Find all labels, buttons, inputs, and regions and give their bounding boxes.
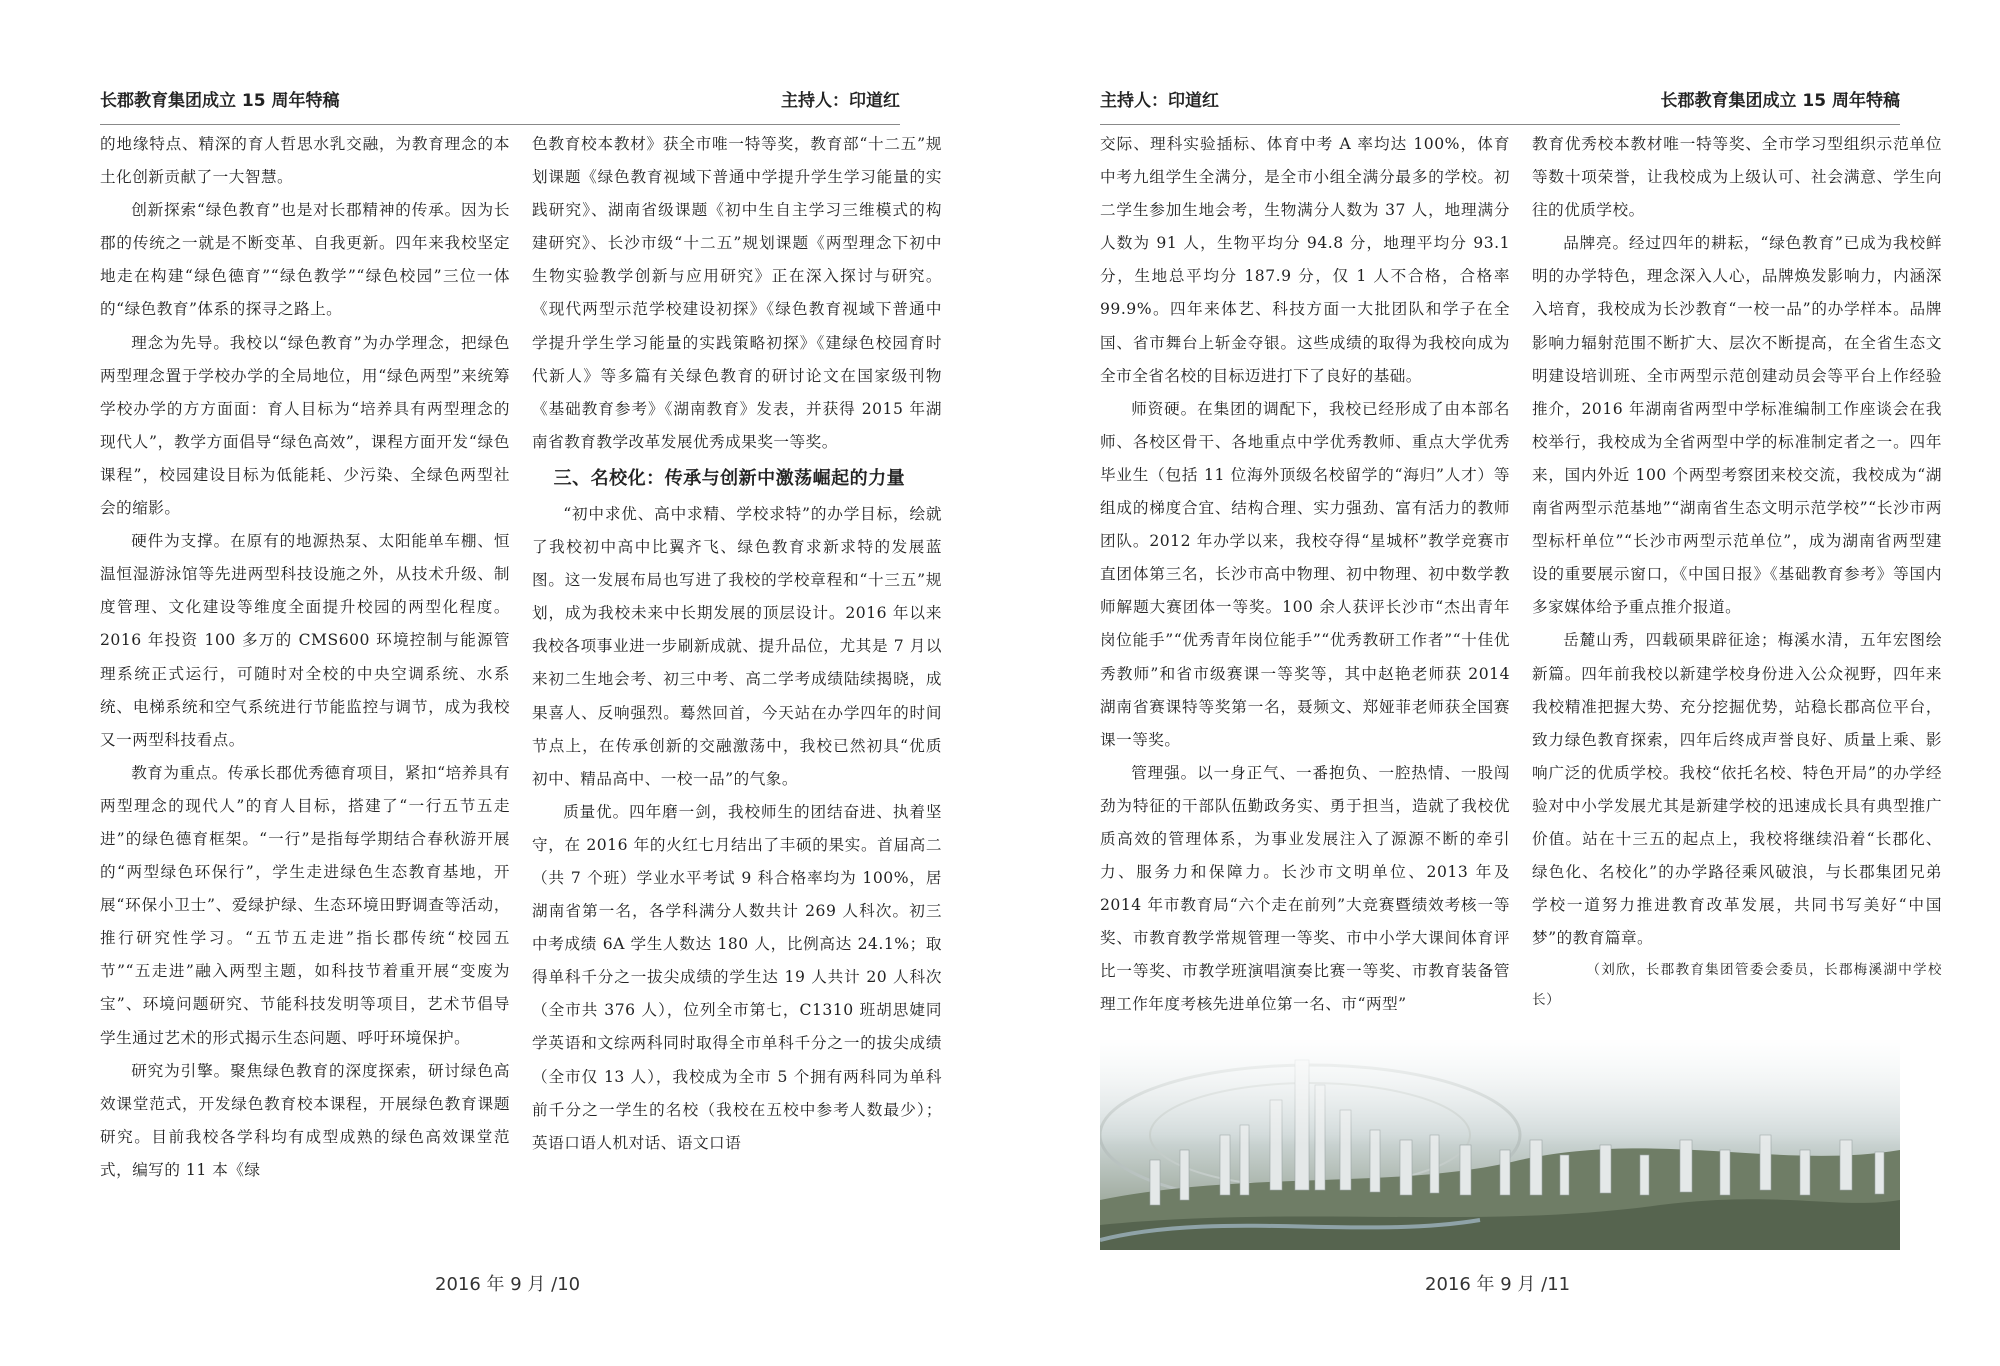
city-aerial-photo bbox=[1100, 1040, 1900, 1250]
header-rule bbox=[1100, 124, 1900, 125]
city-aerial-photo-icon bbox=[1100, 1040, 1900, 1250]
left-page-column-2 bbox=[532, 128, 942, 1160]
body-paragraph: 创新探索“绿色教育”也是对长郡精神的传承。因为长郡的传统之一就是不断变革、自我更新。四年来我校坚定地走在构建“绿色德育”“绿色教学”“绿色校园”三位一体的“绿色教育”体系的探寻之路上。 bbox=[100, 201, 510, 319]
body-paragraph: “初中求优、高中求精、学校求特”的办学目标，绘就了我校初中高中比翼齐飞、绿色教育求新求特的发展蓝图。这一发展布局也写进了我校的学校章程和“十三五”规划，成为我校未来中长期发展的顶层设计。2016 年以来我校各项事业进一步刷新成就、提升品位，尤其是 7 月以来初二生地会考、初三中考、高二学考成绩陆续揭晓，成果喜人、反响强烈。蓦然回首，今天站在办学四年的时间节点上，在传承创新的交融激荡中，我校已然初具“优质初中、精品高中、一校一品”的气象。 bbox=[532, 504, 942, 788]
running-header-host: 主持人：印道红 bbox=[781, 91, 900, 111]
author-signature: （刘欣，长郡教育集团管委会委员，长郡梅溪湖中学校长） bbox=[1532, 962, 1942, 1009]
body-paragraph: 教育为重点。传承长郡优秀德育项目，紧扣“培养具有两型理念的现代人”的育人目标，搭建了“一行五节五走进”的绿色德育框架。“一行”是指每学期结合春秋游开展的“两型绿色环保行”，学生走进绿色生态教育基地，开展“环保小卫士”、爱绿护绿、生态环境田野调查等活动，推行研究性学习。“五节五走进”指长郡传统“校园五节”“五走进”融入两型主题，如科技节着重开展“变废为宝”、环境问题研究、节能科技发明等项目，艺术节倡导学生通过艺术的形式揭示生态问题、呼吁环境保护。 bbox=[100, 763, 510, 1047]
left-page-column-1 bbox=[100, 128, 510, 1187]
header-rule bbox=[100, 124, 900, 125]
right-page-column-2 bbox=[1532, 128, 1942, 1015]
body-paragraph: 管理强。以一身正气、一番抱负、一腔热情、一股闯劲为特征的干部队伍勤政务实、勇于担当，造就了我校优质高效的管理体系，为事业发展注入了源源不断的牵引力、服务力和保障力。长沙市文明单位、2013 年及 2014 年市教育局“六个走在前列”大竞赛暨绩效考核一等奖、市教育教学常规管理一等奖、市中小学大课间体育评比一等奖、市教学班演唱演奏比赛一等奖、市教育装备管理工作年度考核先进单位第一名、市“两型” bbox=[1100, 763, 1510, 1014]
body-paragraph: 研究为引擎。聚焦绿色教育的深度探索，研讨绿色高效课堂范式，开发绿色教育校本课程，开展绿色教育课题研究。目前我校各学科均有成型成熟的绿色高效课堂范式，编写的 11 本《绿 bbox=[100, 1061, 510, 1179]
body-paragraph: 岳麓山秀，四载硕果辟征途；梅溪水清，五年宏图绘新篇。四年前我校以新建学校身份进入公众视野，四年来我校精准把握大势、充分挖掘优势，站稳长郡高位平台，致力绿色教育探索，四年后终成声誉良好、质量上乘、影响广泛的优质学校。我校“依托名校、特色开局”的办学经验对中小学发展尤其是新建学校的迅速成长具有典型推广价值。站在十三五的起点上，我校将继续沿着“长郡化、绿色化、名校化”的办学路径乘风破浪，与长郡集团兄弟学校一道努力推进教育改革发展，共同书写美好“中国梦”的教育篇章。 bbox=[1532, 631, 1942, 948]
running-header-title: 长郡教育集团成立 15 周年特稿 bbox=[100, 91, 340, 111]
body-paragraph: 理念为先导。我校以“绿色教育”为办学理念，把绿色两型理念置于学校办学的全局地位，用“绿色两型”来统筹学校办学的方方面面：育人目标为“培养具有两型理念的现代人”，教学方面倡导“绿色高效”，课程方面开发“绿色课程”，校园建设目标为低能耗、少污染、全绿色两型社会的缩影。 bbox=[100, 333, 510, 518]
body-paragraph: 教育优秀校本教材唯一特等奖、全市学习型组织示范单位等数十项荣誉，让我校成为上级认可、社会满意、学生向往的优质学校。 bbox=[1532, 135, 1942, 220]
body-paragraph: 硬件为支撑。在原有的地源热泵、太阳能单车棚、恒温恒湿游泳馆等先进两型科技设施之外，从技术升级、制度管理、文化建设等维度全面提升校园的两型化程度。2016 年投资 100 多万的 CMS600 环境控制与能源管理系统正式运行，可随时对全校的中央空调系统、水系统、电梯系统和空气系统进行节能监控与调节，成为我校又一两型科技看点。 bbox=[100, 532, 510, 749]
right-page-column-1 bbox=[1100, 128, 1510, 1028]
right-page bbox=[1000, 0, 2000, 1366]
running-header-title: 长郡教育集团成立 15 周年特稿 bbox=[1660, 91, 1900, 111]
section-heading: 三、名校化：传承与创新中激荡崛起的力量 bbox=[553, 467, 906, 489]
body-paragraph: 师资硬。在集团的调配下，我校已经形成了由本部名师、各校区骨干、各地重点中学优秀教师、重点大学优秀毕业生（包括 11 位海外顶级名校留学的“海归”人才）等组成的梯度合宜、结构合理、实力强劲、富有活力的教师团队。2012 年办学以来，我校夺得“星城杯”教学竞赛市直团体第三名，长沙市高中物理、初中物理、初中数学教师解题大赛团体一等奖。100 余人获评长沙市“杰出青年岗位能手”“优秀青年岗位能手”“优秀教研工作者”“十佳优秀教师”和省市级赛课一等奖等，其中赵艳老师获 2014 湖南省赛课特等奖第一名，聂频文、郑娅菲老师获全国赛课一等奖。 bbox=[1100, 399, 1510, 749]
body-paragraph: 色教育校本教材》获全市唯一特等奖，教育部“十二五”规划课题《绿色教育视域下普通中学提升学生学习能量的实践研究》、湖南省级课题《初中生自主学习三维模式的构建研究》、长沙市级“十二五”规划课题《两型理念下初中生物实验教学创新与应用研究》正在深入探讨与研究。《现代两型示范学校建设初探》《绿色教育视域下普通中学提升学生学习能量的实践策略初探》《建绿色校园育时代新人》等多篇有关绿色教育的研讨论文在国家级刊物《基础教育参考》《湖南教育》发表，并获得 2015 年湖南省教育教学改革发展优秀成果奖一等奖。 bbox=[532, 135, 942, 451]
page-number-footer: 2016 年 9 月 /11 bbox=[1425, 1274, 1571, 1295]
running-header-host: 主持人：印道红 bbox=[1100, 91, 1219, 111]
body-paragraph: 质量优。四年磨一剑，我校师生的团结奋进、执着坚守，在 2016 年的火红七月结出了丰硕的果实。首届高二（共 7 个班）学业水平考试 9 科合格率均为 100%，居湖南省第一名，各学科满分人数共计 269 人科次。初三中考成绩 6A 学生人数达 180 人，比例高达 24.1%；取得单科千分之一拔尖成绩的学生达 19 人共计 20 人科次（全市共 376 人），位列全市第七，C1310 班胡思婕同学英语和文综两科同时取得全市单科千分之一的拔尖成绩（全市仅 13 人），我校成为全市 5 个拥有两科同为单科前千分之一学生的名校（我校在五校中参考人数最少）；英语口语人机对话、语文口语 bbox=[532, 802, 942, 1152]
page-number-footer: 2016 年 9 月 /10 bbox=[435, 1274, 581, 1295]
body-paragraph: 的地缘特点、精深的育人哲思水乳交融，为教育理念的本土化创新贡献了一大智慧。 bbox=[100, 135, 510, 187]
body-paragraph: 品牌亮。经过四年的耕耘，“绿色教育”已成为我校鲜明的办学特色，理念深入人心，品牌焕发影响力，内涵深入培育，我校成为长沙教育“一校一品”的办学样本。品牌影响力辐射范围不断扩大、层次不断提高，在全省生态文明建设培训班、全市两型示范创建动员会等平台上作经验推介，2016 年湖南省两型中学标准编制工作座谈会在我校举行，我校成为全省两型中学的标准制定者之一。四年来，国内外近 100 个两型考察团来校交流，我校成为“湖南省两型示范基地”“湖南省生态文明示范学校”“长沙市两型标杆单位”“长沙市两型示范单位”，成为湖南省两型建设的重要展示窗口，《中国日报》《基础教育参考》等国内多家媒体给予重点推介报道。 bbox=[1532, 234, 1942, 617]
body-paragraph: 交际、理科实验插标、体育中考 A 率均达 100%，体育中考九组学生全满分，是全市小组全满分最多的学校。初二学生参加生地会考，生物满分人数为 37 人，地理满分人数为 91 人，生物平均分 94.8 分，地理平均分 93.1 分，生地总平均分 187.9 分，仅 1 人不合格，合格率 99.9%。四年来体艺、科技方面一大批团队和学子在全国、省市舞台上斩金夺银。这些成绩的取得为我校向成为全市全省名校的目标迈进打下了良好的基础。 bbox=[1100, 135, 1510, 385]
